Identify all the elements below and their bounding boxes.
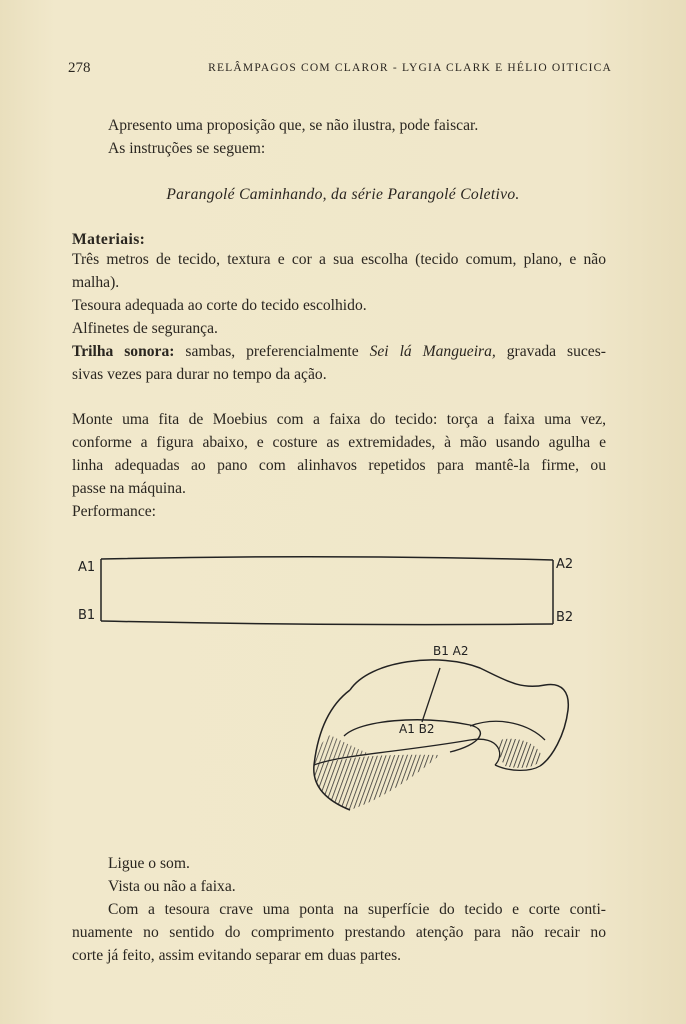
soundtrack-line-1 [72,340,606,363]
soundtrack-label: Trilha sonora: [72,343,175,360]
materials-heading: Materiais: [72,231,146,248]
moebius-line-3: linha adequadas ao pano com alinhavos repetidos para mantê-la firme, ou [72,457,606,474]
materials-item-3: Alfinetes de segurança. [72,320,218,337]
performance-line-4: nuamente no sentido do comprimento prestando atenção para não recair no [72,924,606,941]
moebius-line-4: passe na máquina. [72,480,186,497]
moebius-diagram [0,540,686,820]
label-b1: B1 [78,608,96,623]
label-b2: B2 [556,610,574,625]
page-header [68,60,612,82]
materials-item-1-line-2: malha). [72,274,120,291]
moebius-band [314,660,569,810]
performance-line-1: Ligue o som. [108,855,190,872]
label-b1a2: B1 A2 [433,644,469,658]
label-a1: A1 [78,560,96,575]
performance-line-3: Com a tesoura crave uma ponta na superfície do tecido e corte conti- [108,901,606,918]
moebius-line-2: conforme a figura abaixo, e costure as extremidades, à mão usando agulha e [72,434,606,451]
materials-item-1-line-1: Três metros de tecido, textura e cor a sua escolha (tecido comum, plano, e não [72,251,606,268]
flat-strip [101,557,553,625]
intro-line-1: Apresento uma proposição que, se não ilustra, pode faiscar. [108,117,479,134]
running-head: RELÂMPAGOS COM CLAROR - LYGIA CLARK E HÉLIO OITICICA [208,62,612,74]
label-a1b2: A1 B2 [399,722,435,736]
label-a2: A2 [556,557,574,572]
moebius-drawing [0,540,686,820]
soundtrack-text-before: sambas, preferencialmente [174,343,370,360]
soundtrack-line-2: sivas vezes para durar no tempo da ação. [72,366,327,383]
soundtrack-text-after: gravada suces- [495,343,606,360]
materials-item-2: Tesoura adequada ao corte do tecido escolhido. [72,297,367,314]
page-number: 278 [68,60,91,76]
work-title: Parangolé Caminhando, da série Parangolé Coletivo. [166,186,520,203]
intro-line-2: As instruções se seguem: [108,140,266,157]
soundtrack-song: Sei lá Mangueira, [369,343,496,360]
performance-line-5: corte já feito, assim evitando separar em duas partes. [72,947,402,964]
moebius-line-1: Monte uma fita de Moebius com a faixa do tecido: torça a faixa uma vez, [72,411,606,428]
moebius-line-5: Performance: [72,503,156,520]
performance-line-2: Vista ou não a faixa. [108,878,236,895]
